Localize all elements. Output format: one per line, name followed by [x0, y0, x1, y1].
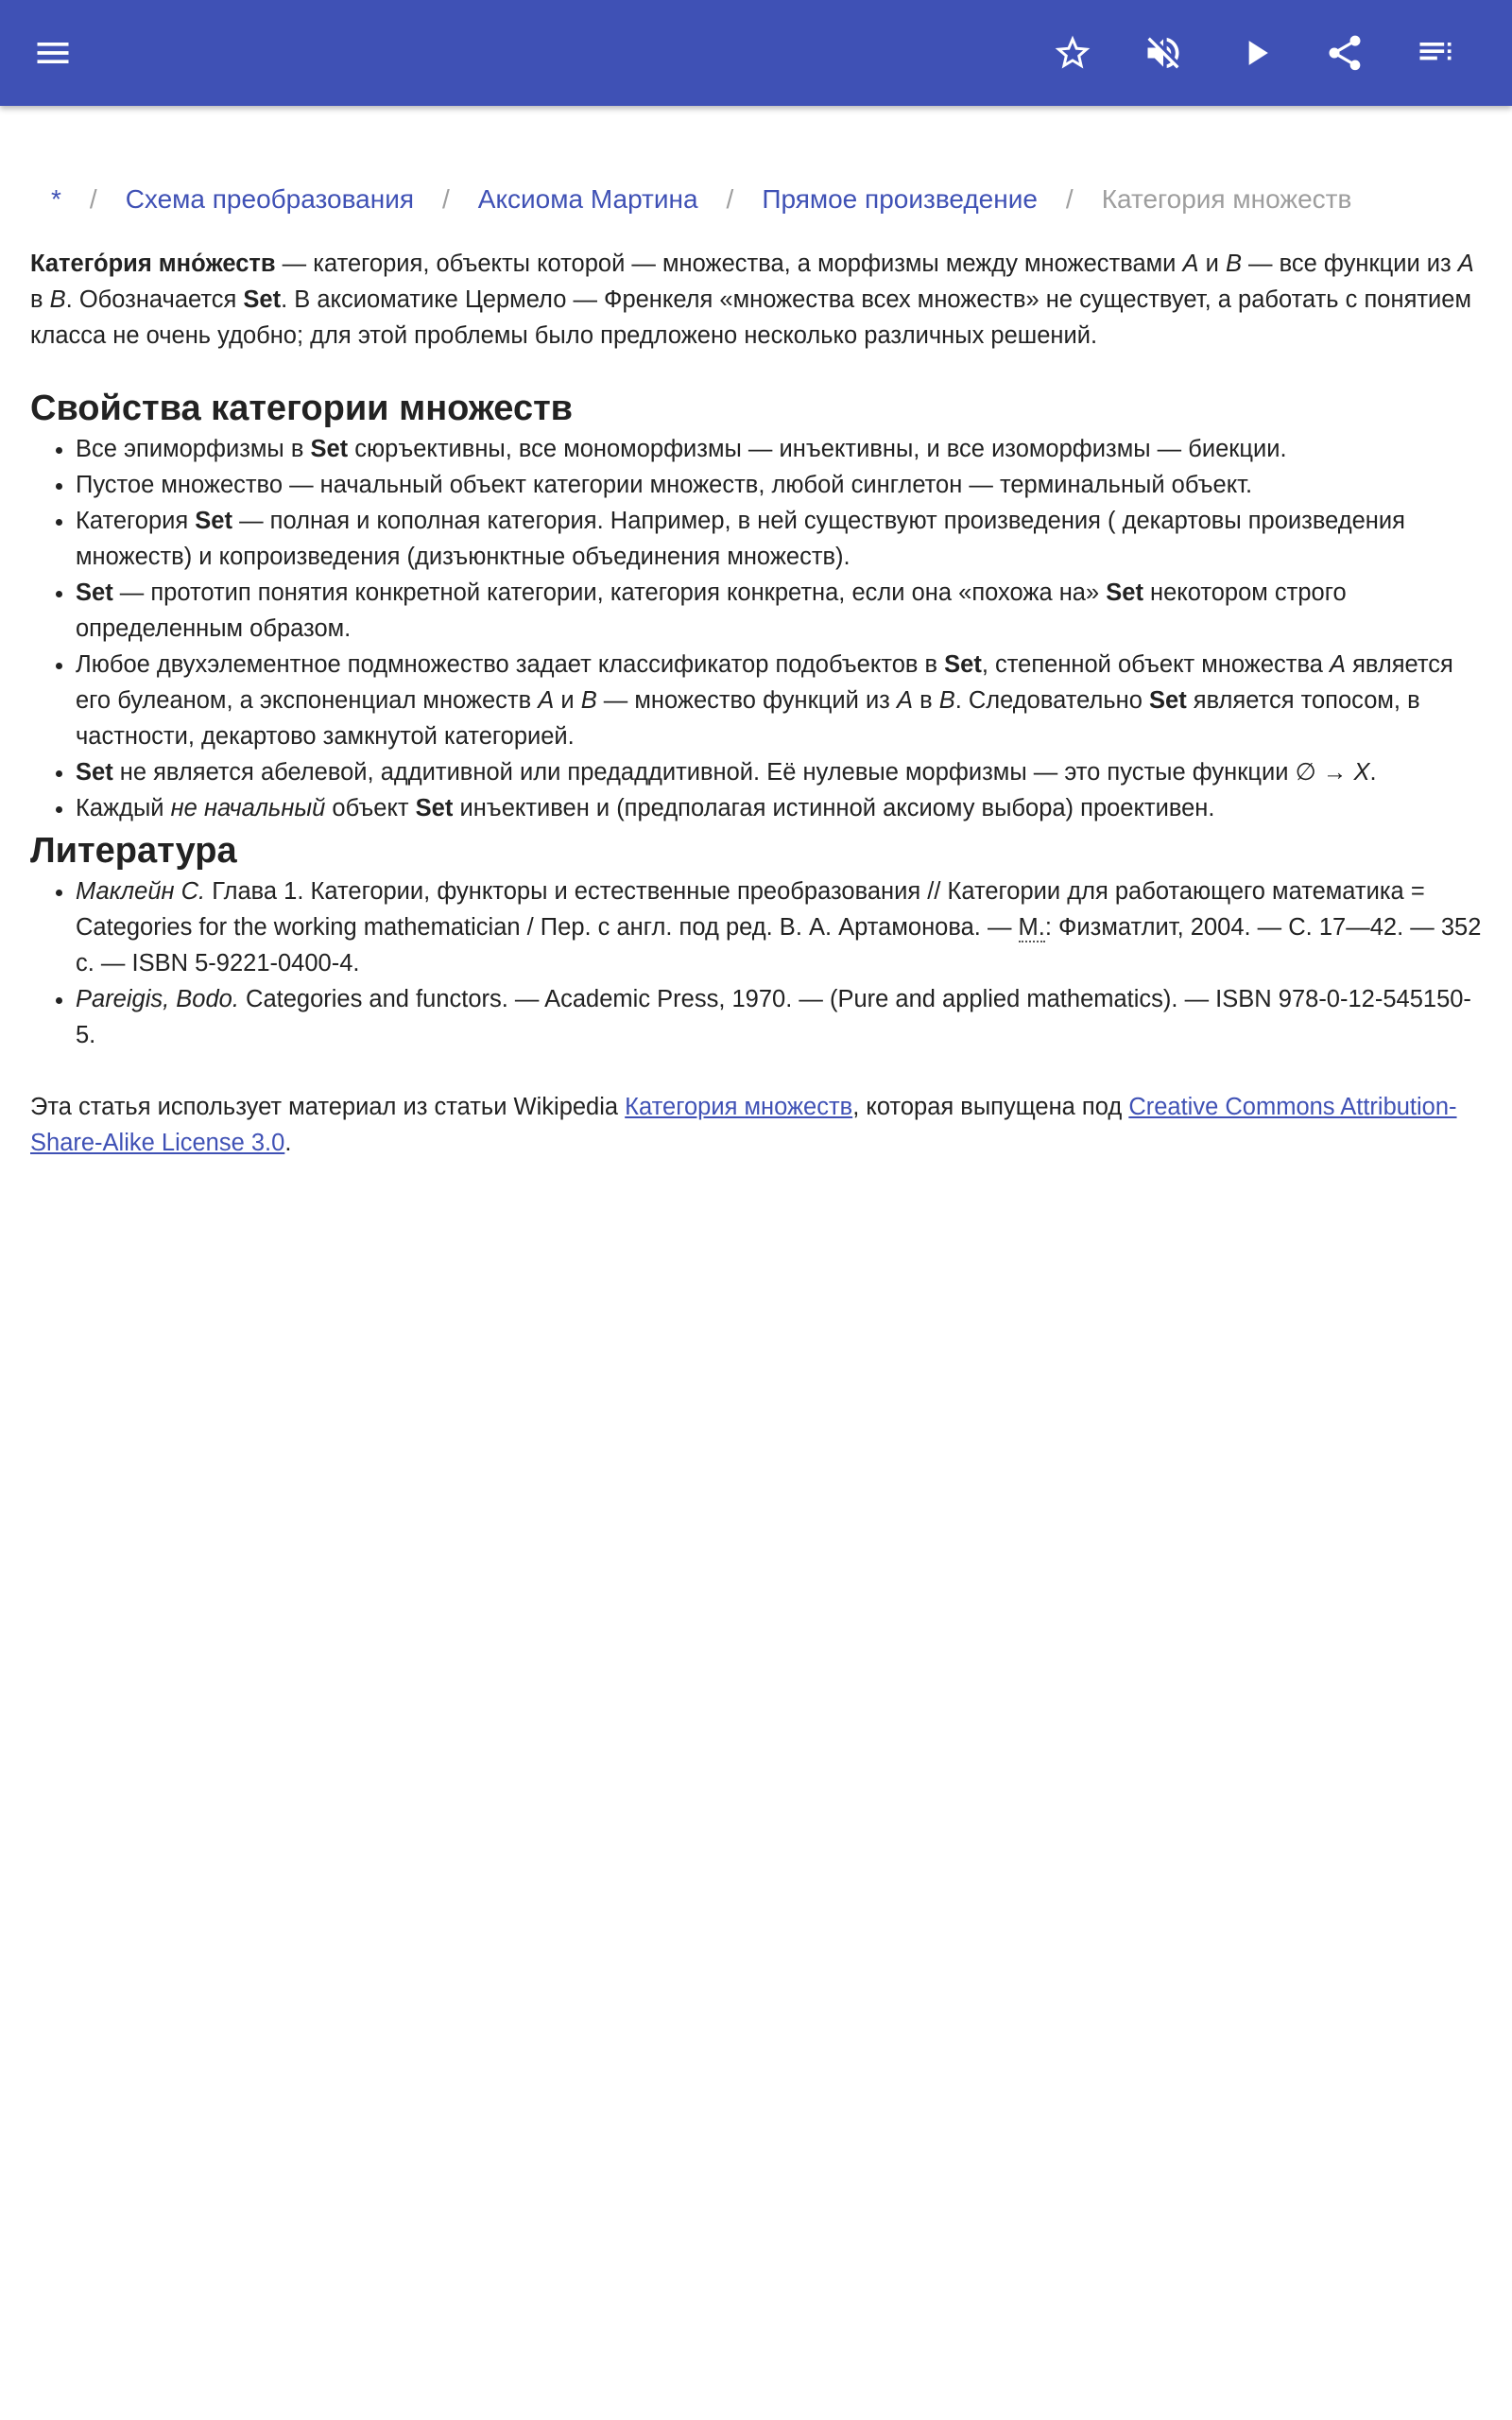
list-item: • Pareigis, Bodo. Categories and functors. — Academic Press, 1970. — (Pure and applied mathematics). — ISBN 978-0-12-545150-5. — [76, 981, 1486, 1053]
abbreviation[interactable]: М. — [1018, 914, 1045, 941]
menu-button[interactable] — [23, 23, 83, 83]
breadcrumb-separator: / — [89, 184, 97, 214]
list-item: • Каждый не начальный объект Set инъективен и (предполагая истинной аксиому выбора) проективен. — [76, 790, 1486, 826]
set-term: Set — [243, 286, 282, 313]
properties-list — [30, 431, 1486, 826]
section-heading-properties: Свойства категории множеств — [30, 389, 574, 428]
play-button[interactable] — [1226, 23, 1286, 83]
breadcrumb-home[interactable]: * — [51, 184, 61, 214]
intro-text: и — [1198, 251, 1226, 277]
play-icon — [1235, 32, 1277, 74]
math-var: A — [1182, 251, 1199, 277]
intro-text: . В аксиоматике Цермело — Френкеля «множества всех множеств» не существует, а работать с понятием класса не очень удобно; для этой проблемы было предложено несколько различных решений. — [30, 286, 1472, 349]
math-var: B — [1225, 251, 1242, 277]
wikipedia-article-link[interactable]: Категория множеств — [625, 1094, 853, 1120]
playlist-button[interactable] — [1405, 23, 1466, 83]
list-item: • Все эпиморфизмы в Set сюръективны, все мономорфизмы — инъективны, и все изоморфизмы — биекции. — [76, 431, 1486, 467]
intro-text: — категория, объекты которой — множества, а морфизмы между множествами — [275, 251, 1183, 277]
intro-text: . Обозначается — [65, 286, 244, 313]
intro-text: — все функции из — [1241, 251, 1458, 277]
breadcrumb-item[interactable]: Аксиома Мартина — [477, 184, 698, 214]
favorite-button[interactable] — [1042, 23, 1103, 83]
app-bar — [0, 0, 1512, 106]
list-item: • Любое двухэлементное подмножество задает классификатор подобъектов в Set, степенной объект множества A является его булеаном, а экспоненциал множеств A и B — множество функций из A в B. Следовательно Set является топосом, в частности, декартово замкнутой категорией. — [76, 647, 1486, 754]
breadcrumb-separator: / — [1065, 184, 1074, 214]
intro-paragraph — [30, 246, 1486, 354]
list-item: • Set — прототип понятия конкретной категории, категория конкретна, если она «похожа на» Set некотором строго определенным образом. — [76, 575, 1486, 647]
breadcrumb-item[interactable]: Прямое произведение — [762, 184, 1038, 214]
literature-list — [30, 873, 1486, 1053]
volume-off-icon — [1143, 32, 1184, 74]
list-item: • Маклейн С. Глава 1. Категории, функторы и естественные преобразования // Категории для работающего математика = Categories for the working mathematician / Пер. с англ. под ред. В. А. Артамонова. — М.: Физматлит, 2004. — С. 17—42. — 352 с. — ISBN 5-9221-0400-4. — [76, 873, 1486, 981]
mute-button[interactable] — [1133, 23, 1194, 83]
breadcrumb-separator: / — [442, 184, 450, 214]
intro-text: в — [30, 286, 50, 313]
share-icon — [1324, 32, 1366, 74]
playlist-icon — [1415, 32, 1456, 74]
list-item: • Пустое множество — начальный объект категории множеств, любой синглетон — терминальный объект. — [76, 467, 1486, 503]
breadcrumb-item[interactable]: Схема преобразования — [125, 184, 415, 214]
license-link[interactable]: Creative Commons Attribution-Share-Alike License 3.0 — [30, 1094, 1457, 1156]
share-button[interactable] — [1314, 23, 1375, 83]
license-note: Эта статья использует материал из статьи Wikipedia Категория множеств, которая выпущена под Creative Commons Attribution-Share-Alike License 3.0. — [30, 1094, 1457, 1156]
breadcrumb-current: Категория множеств — [1101, 184, 1352, 214]
math-var: A — [1457, 251, 1474, 277]
breadcrumb-separator: / — [726, 184, 734, 214]
section-heading-literature: Литература — [30, 831, 237, 871]
breadcrumb — [30, 166, 1486, 233]
article-title-term: Катего́рия мно́жеств — [30, 251, 276, 277]
star-outline-icon — [1052, 32, 1093, 74]
hamburger-menu-icon — [32, 32, 74, 74]
list-item: • Set не является абелевой, аддитивной или предаддитивной. Её нулевые морфизмы — это пустые функции ∅ → X. — [76, 754, 1486, 790]
list-item: • Категория Set — полная и кополная категория. Например, в ней существуют произведения ( декартовы произведения множеств) и копроизведения (дизъюнктные объединения множеств). — [76, 503, 1486, 575]
article-content — [30, 106, 1486, 1185]
math-var: B — [49, 286, 66, 313]
